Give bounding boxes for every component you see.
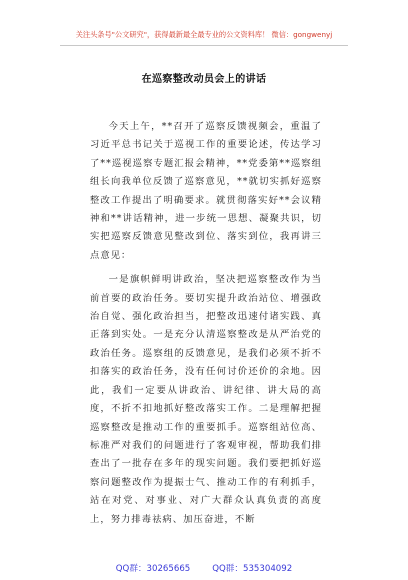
document-title: 在巡察整改动员会上的讲话 — [141, 74, 267, 85]
paragraph-2: 一是旗帜鲜明讲政治，坚决把巡察整改作为当前首要的政治任务。要切实提升政治站位、增强政治自觉、强化政治担当，把整改迅速付诸实践、真正落到实处。一是充分认清巡察整改是从严治党的政治任务。巡察组的反馈意见，是我们必须不折不扣落实的政治任务，没有任何讨价还价的余地。因此，我们一定要从讲政治、讲纪律、讲大局的高度，不折不扣地抓好整改落实工作。二是理解把握巡察整改是推动工作的重要抓手。巡察组站位高、标准严对我们的问题进行了客观审视，帮助我们排查出了一批存在多年的现实问题。我们要把抓好巡察问题整改作为提振士气、推动工作的有利抓手，站在对党、对事业、对广大群众认真负责的高度上，努力排毒祛病、加压奋进，不断 — [90, 274, 322, 525]
header-divider — [60, 45, 348, 46]
header-banner: 关注头条号"公文研究"，获得最新最全最专业的公文资料库！ 微信：gongwenyj — [75, 30, 333, 39]
footer-contact — [0, 562, 408, 574]
footer-qq-group-2: QQ群：535304092 — [212, 564, 293, 574]
paragraph-1: 今天上午，**召开了巡察反馈视频会，重温了习近平总书记关于巡视工作的重要论述，传达学习了**巡视巡察专题汇报会精神，**党委第**巡察组组长向我单位反馈了巡察意见，**就切实抓好巡察整改工作提出了明确要求。就贯彻落实好**会议精神和**讲话精神，进一步统一思想、凝聚共识，切实把巡察反馈意见整改到位、落实到位，我再讲三点意见： — [90, 121, 322, 261]
footer-qq-group-1: QQ群：30265665 — [115, 564, 191, 574]
document-body — [90, 118, 322, 529]
